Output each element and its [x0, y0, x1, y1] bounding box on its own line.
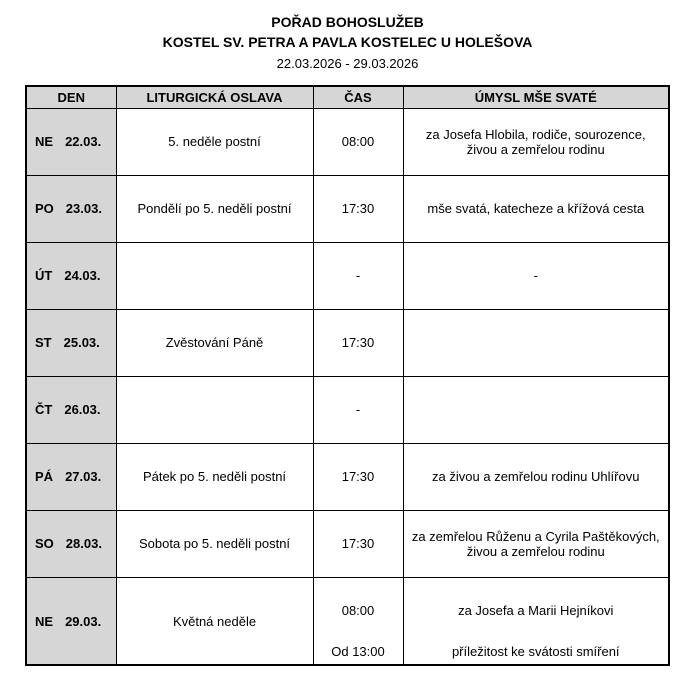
intention-cell: mše svatá, katecheze a křížová cesta	[403, 175, 669, 242]
time-cell: -	[313, 242, 403, 309]
time-cell: -	[313, 376, 403, 443]
table-row	[26, 242, 669, 309]
table-row	[26, 510, 669, 577]
intention-cell: za zemřelou Růženu a Cyrila Paštěkových, živou a zemřelou rodinu	[403, 510, 669, 577]
celebration-cell: Zvěstování Páně	[116, 309, 313, 376]
celebration-cell: Pátek po 5. neděli postní	[116, 443, 313, 510]
intention-cell: za Josefa Hlobila, rodiče, sourozence, živou a zemřelou rodinu	[403, 108, 669, 175]
day-date: 24.03.	[64, 268, 101, 284]
time-stack	[314, 578, 403, 664]
intention-stack	[404, 578, 669, 664]
celebration-cell: 5. neděle postní	[116, 108, 313, 175]
day-cell	[26, 577, 116, 665]
column-header-cas: ČAS	[313, 86, 403, 108]
day-cell	[26, 443, 116, 510]
day-date: 28.03.	[65, 536, 102, 552]
day-cell	[26, 108, 116, 175]
day-abbr: ST	[35, 335, 52, 351]
table-row	[26, 376, 669, 443]
day-cell	[26, 242, 116, 309]
column-header-umysl: ÚMYSL MŠE SVATÉ	[403, 86, 669, 108]
day-date: 23.03.	[65, 201, 102, 217]
day-cell	[26, 376, 116, 443]
day-date: 22.03.	[65, 134, 102, 150]
intention-cell	[403, 309, 669, 376]
day-abbr: PO	[35, 201, 54, 217]
day-cell	[26, 309, 116, 376]
table-row	[26, 309, 669, 376]
intention-cell	[403, 376, 669, 443]
day-abbr: PÁ	[35, 469, 54, 485]
time-cell: 08:00	[313, 108, 403, 175]
day-abbr: ČT	[35, 402, 53, 418]
celebration-cell	[116, 376, 313, 443]
day-date: 26.03.	[64, 402, 101, 418]
table-row	[26, 108, 669, 175]
document-header	[0, 12, 695, 73]
schedule-table	[25, 85, 670, 666]
celebration-cell: Květná neděle	[116, 577, 313, 665]
celebration-cell: Sobota po 5. neděli postní	[116, 510, 313, 577]
date-range: 22.03.2026 - 29.03.2026	[276, 55, 419, 71]
table-row	[26, 175, 669, 242]
table-row	[26, 443, 669, 510]
day-date: 25.03.	[63, 335, 100, 351]
time-first: 08:00	[341, 603, 375, 619]
day-abbr: NE	[35, 134, 54, 150]
intention-cell: za živou a zemřelou rodinu Uhlířovu	[403, 443, 669, 510]
intention-cell	[403, 577, 669, 665]
day-date: 29.03.	[65, 613, 102, 629]
table-header-row	[26, 86, 669, 108]
intention-first: za Josefa a Marii Hejníkovi	[458, 603, 614, 619]
celebration-cell	[116, 242, 313, 309]
day-cell	[26, 175, 116, 242]
time-cell: 17:30	[313, 175, 403, 242]
time-cell: 17:30	[313, 309, 403, 376]
intention-second: příležitost ke svátosti smíření	[451, 643, 620, 659]
page-title: POŘAD BOHOSLUŽEB	[271, 14, 424, 30]
time-second: Od 13:00	[331, 643, 385, 659]
day-abbr: NE	[35, 613, 54, 629]
time-cell: 17:30	[313, 510, 403, 577]
day-cell	[26, 510, 116, 577]
day-abbr: SO	[35, 536, 54, 552]
day-abbr: ÚT	[35, 268, 53, 284]
celebration-cell: Pondělí po 5. neděli postní	[116, 175, 313, 242]
time-cell	[313, 577, 403, 665]
time-cell: 17:30	[313, 443, 403, 510]
page-subtitle: KOSTEL SV. PETRA A PAVLA KOSTELEC U HOLEŠOVA	[162, 34, 533, 51]
column-header-den: DEN	[26, 86, 116, 108]
day-date: 27.03.	[65, 469, 102, 485]
intention-cell: -	[403, 242, 669, 309]
table-row	[26, 577, 669, 665]
column-header-liturgicka-oslava: LITURGICKÁ OSLAVA	[116, 86, 313, 108]
